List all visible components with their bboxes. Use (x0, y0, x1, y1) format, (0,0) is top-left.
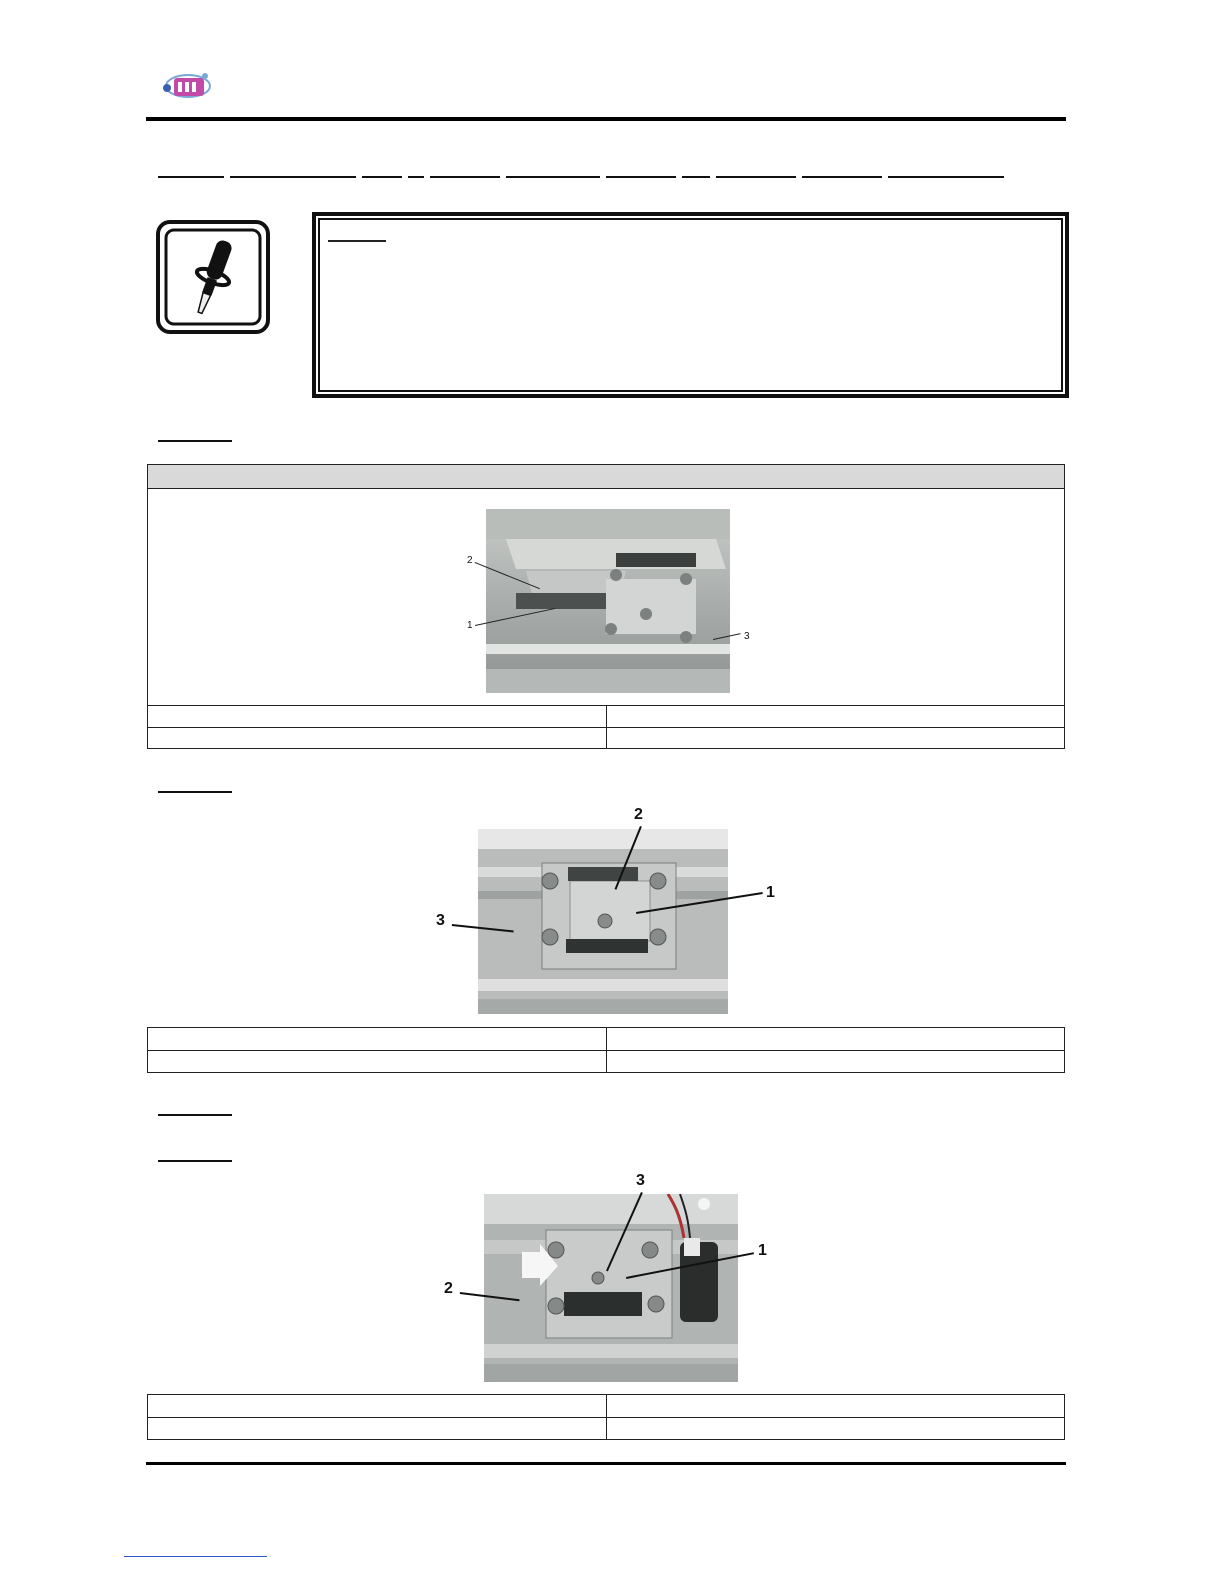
table-cell (147, 1050, 607, 1073)
table-cell (606, 1027, 1065, 1051)
footer-link[interactable] (124, 1556, 267, 1557)
figure-photo-3 (484, 1194, 738, 1382)
table-cell (147, 1394, 607, 1418)
figure-table-1 (147, 464, 1065, 749)
step-label-3 (158, 1114, 232, 1116)
screwdriver-tool-icon (156, 220, 270, 334)
figure-photo-2 (478, 829, 728, 1014)
tool-icon-frame (156, 220, 270, 334)
table-cell (147, 1417, 607, 1440)
figure-3-callout: 3 (636, 1172, 645, 1189)
table-cell (606, 1050, 1065, 1073)
figure-photo-1 (486, 509, 730, 693)
note-box (312, 212, 1069, 398)
step-label-2 (158, 791, 232, 793)
table-cell (147, 727, 607, 749)
company-logo-icon (158, 64, 214, 108)
table-cell (606, 1417, 1065, 1440)
table-cell (147, 705, 607, 728)
table-cell (606, 1394, 1065, 1418)
figure-3-callout: 1 (758, 1242, 767, 1259)
footer-rule (146, 1462, 1066, 1465)
figure-1-callout: 2 (467, 555, 473, 566)
figure-table-2 (147, 1027, 1065, 1073)
figure-3-callout: 2 (444, 1280, 453, 1297)
figure-2-callout: 1 (766, 884, 775, 901)
table-cell (606, 727, 1065, 749)
figure-table-1-header (148, 465, 1064, 489)
section-heading (158, 176, 1006, 180)
figure-table-3 (147, 1394, 1065, 1440)
header-rule (146, 117, 1066, 121)
note-box-label (328, 240, 386, 242)
company-logo (158, 64, 214, 108)
figure-2-callout: 2 (634, 806, 643, 823)
figure-1-callout: 1 (467, 620, 473, 631)
table-cell (147, 1027, 607, 1051)
step-label-4 (158, 1160, 232, 1162)
step-label-1 (158, 440, 232, 442)
table-cell (606, 705, 1065, 728)
figure-1-callout: 3 (744, 631, 750, 642)
figure-2-callout: 3 (436, 912, 445, 929)
